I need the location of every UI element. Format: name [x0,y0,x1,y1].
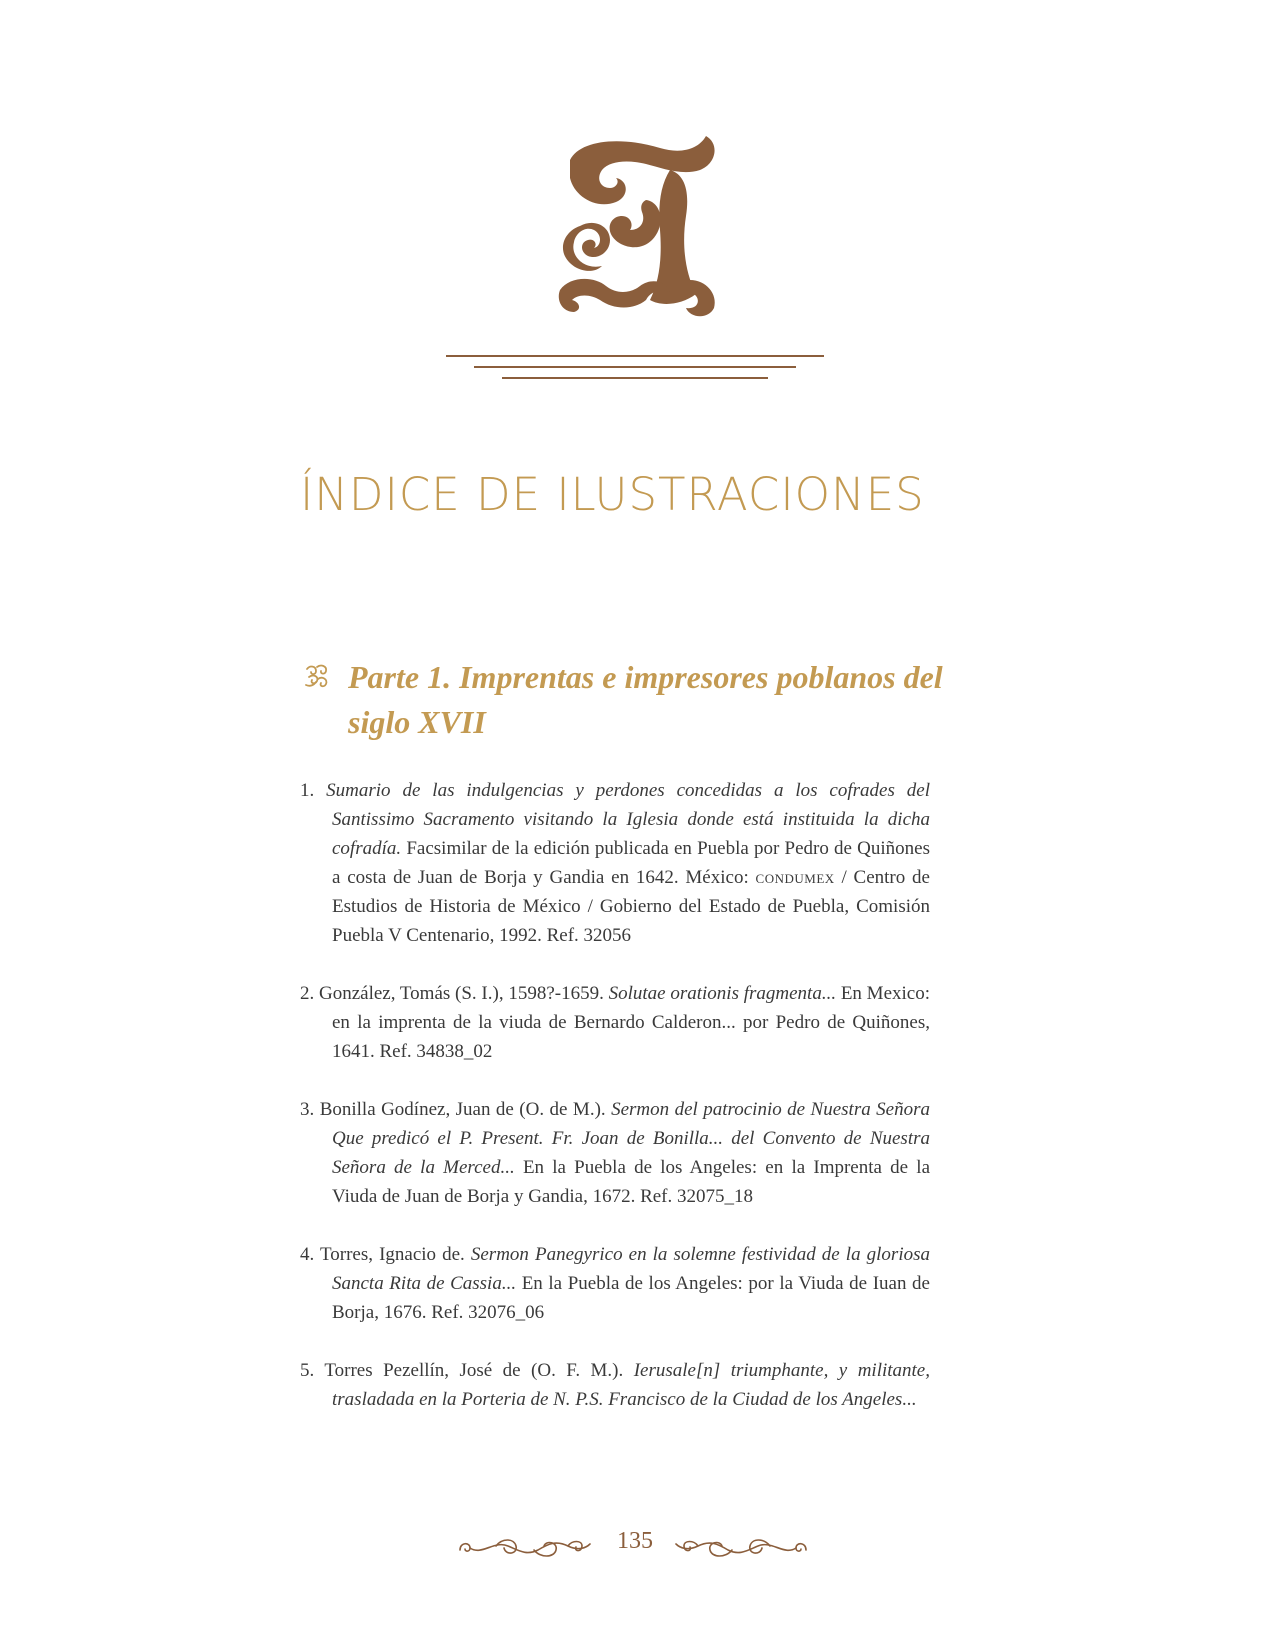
entry-author: Torres, Ignacio de. [314,1244,471,1265]
entry-number: 5. [300,1360,315,1381]
scroll-flourish-icon [672,1532,810,1562]
list-item [300,1240,930,1327]
entry-author: González, Tomás (S. I.), 1598?-1659. [314,983,609,1004]
ornamental-rule [502,377,768,379]
page-number: 135 [617,1528,653,1554]
entry-number: 4. [300,1244,315,1265]
entry-number: 1. [300,780,315,801]
entry-number: 2. [300,983,315,1004]
list-item [300,1356,930,1414]
scroll-flourish-icon [456,1532,594,1562]
entry-title: Sermon Panegyrico en la solemne festividad de la gloriosa Sancta Rita de Cassia... [332,1244,930,1294]
illustration-list [300,776,930,1443]
entry-author: Torres Pezellín, José de (O. F. M.). [314,1360,634,1381]
entry-author: Bonilla Godínez, Juan de (O. de M.). [314,1099,612,1120]
page-footer [0,1528,1275,1568]
entry-details: En la Puebla de los Angeles: por la Viuda de Iuan de Borja, 1676. Ref. 32076_06 [332,1273,930,1323]
page-title: ÍNDICE DE ILUSTRACIONES [300,468,925,521]
list-item [300,1095,930,1211]
entry-details: En Mexico: en la imprenta de la viuda de Bernardo Calderon... por Pedro de Quiñones, 1641. Ref. 34838_02 [332,983,931,1062]
decorative-initial-I-icon [550,130,730,320]
section-title: Parte 1. Imprentas e impresores poblanos del siglo XVII [348,659,943,740]
entry-details: Facsimilar de la edición publicada en Puebla por Pedro de Quiñones a costa de Juan de Borja y Gandia en 1642. México: [332,838,930,888]
list-item [300,979,930,1066]
entry-title: Solutae orationis fragmenta... [608,983,837,1004]
entry-smallcaps: condumex [755,867,835,888]
entry-number: 3. [300,1099,315,1120]
list-item [300,776,930,950]
entry-details: / Centro de Estudios de Historia de México / Gobierno del Estado de Puebla, Comisión Puebla V Centenario, 1992. Ref. 32056 [332,867,930,946]
ornamental-rule [474,366,796,368]
entry-title: Sumario de las indulgencias y perdones concedidas a los cofrades del Santissimo Sacramento visitando la Iglesia donde está instituida la dicha cofradía. [326,780,930,859]
entry-title: Sermon del patrocinio de Nuestra Señora Que predicó el P. Present. Fr. Joan de Bonilla... del Convento de Nuestra Señora de la Merced... [332,1099,930,1178]
ornamental-rule [446,355,824,357]
entry-title: Ierusale[n] triumphante, y militante, trasladada en la Porteria de N. P.S. Francisco de la Ciudad de los Angeles... [332,1360,930,1410]
entry-details: En la Puebla de los Angeles: en la Imprenta de la Viuda de Juan de Borja y Gandia, 1672. Ref. 32075_18 [332,1157,931,1207]
fleuron-icon [304,663,330,689]
